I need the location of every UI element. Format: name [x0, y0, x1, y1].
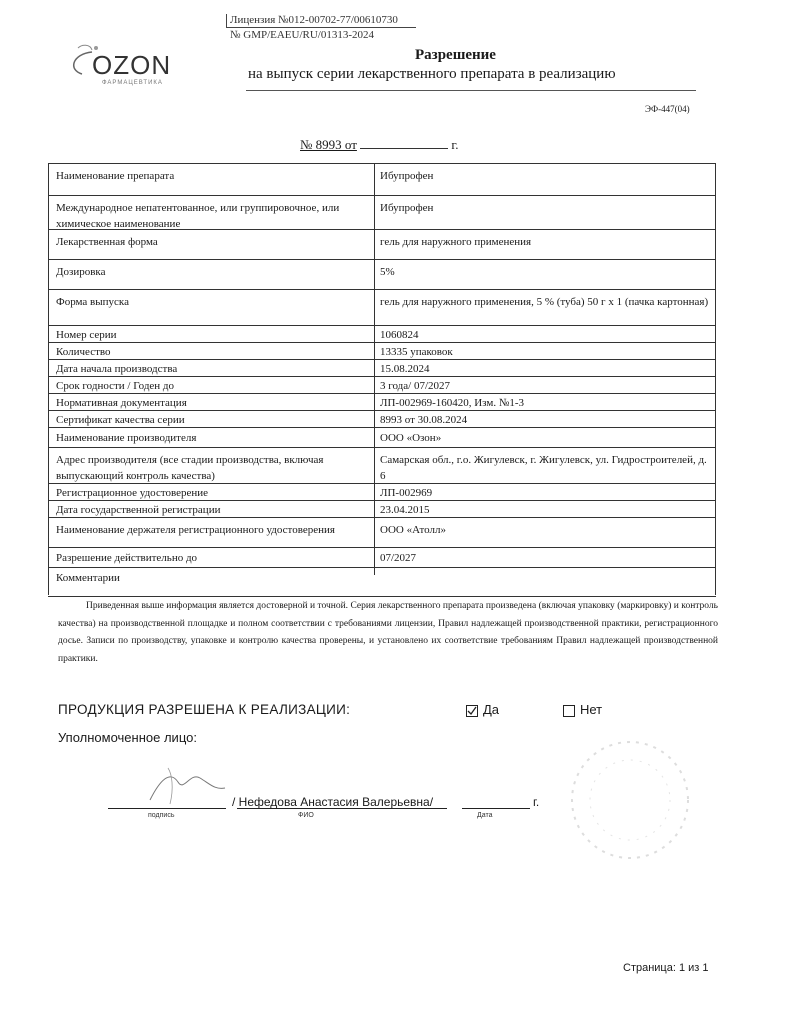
yes-label: Да — [483, 702, 500, 717]
signature-year-suffix: г. — [533, 795, 540, 809]
stamp-imprint — [555, 735, 705, 865]
row-label: Сертификат качества серии — [56, 414, 185, 426]
table-row — [48, 483, 716, 501]
table-row — [48, 195, 716, 232]
approval-yes-option[interactable] — [466, 702, 499, 717]
table-row — [48, 325, 716, 343]
permit-number: № 8993 от — [300, 137, 357, 152]
authorized-person-label: Уполномоченное лицо: — [58, 730, 197, 745]
row-value: 8993 от 30.08.2024 — [380, 414, 468, 426]
row-value: ЛП-002969 — [380, 487, 433, 499]
row-label: Срок годности / Годен до — [56, 380, 175, 392]
row-label: Адрес производителя (все стадии производства, включая выпускающий контроль качества) — [56, 454, 324, 482]
signatory-name: / Нефедова Анастасия Валерьевна/ — [232, 795, 434, 809]
row-value: 15.08.2024 — [380, 363, 430, 375]
row-value: 07/2027 — [380, 552, 417, 564]
row-value: Самарская обл., г.о. Жигулевск, г. Жигулевск, ул. Гидростроителей, д. 6 — [380, 454, 707, 482]
page-number: Страница: 1 из 1 — [623, 962, 709, 974]
table-row — [48, 259, 716, 290]
row-label: Дата государственной регистрации — [56, 504, 221, 516]
row-value: 23.04.2015 — [380, 504, 430, 516]
caption-date: Дата — [477, 812, 493, 819]
caption-signature: подпись — [148, 812, 175, 819]
row-label: Наименование производителя — [56, 432, 197, 444]
table-row — [48, 427, 716, 448]
form-code: ЭФ-447(04) — [645, 104, 690, 114]
license-number: Лицензия №012-00702-77/00610730 — [230, 14, 398, 26]
table-row — [48, 447, 716, 484]
table-row — [48, 342, 716, 360]
statement-paragraph: Приведенная выше информация является достоверной и точной. Серия лекарственного препарата произведена (включая упаковку (маркировку) и контроль качества) на производственной площадке и полном соответствии с требованиями лицензии, Правил надлежащей производственной практики, регистрационного досье. Записи по производству, упаковке и контролю качества проверены, и установлено их соответствие требованиям Правил надлежащей производственной практики. — [58, 601, 718, 664]
row-value: гель для наружного применения — [380, 236, 532, 248]
table-row — [48, 567, 716, 597]
row-label: Дата начала производства — [56, 363, 178, 375]
approval-label: ПРОДУКЦИЯ РАЗРЕШЕНА К РЕАЛИЗАЦИИ: — [58, 702, 351, 717]
yes-checkbox[interactable] — [466, 705, 478, 717]
document-subtitle: на выпуск серии лекарственного препарата в реализацию — [248, 66, 616, 82]
row-label: Дозировка — [56, 266, 106, 278]
row-value: 3 года/ 07/2027 — [380, 380, 451, 392]
row-label: Наименование препарата — [56, 170, 175, 182]
table-row — [48, 517, 716, 548]
row-label: Разрешение действительно до — [56, 552, 198, 564]
row-label: Форма выпуска — [56, 296, 129, 308]
logo-subtitle: ФАРМАЦЕВТИКА — [102, 80, 163, 86]
row-value: 13335 упаковок — [380, 346, 453, 358]
permit-number-line — [300, 137, 459, 153]
table-row — [48, 229, 716, 260]
signature-line — [108, 808, 226, 809]
no-label: Нет — [580, 702, 603, 717]
row-value: ООО «Атолл» — [380, 524, 446, 536]
row-value: 5% — [380, 266, 395, 278]
row-label: Регистрационное удостоверение — [56, 487, 209, 499]
table-row — [48, 289, 716, 326]
row-label: Номер серии — [56, 329, 117, 341]
gmp-number: № GMP/EAEU/RU/01313-2024 — [230, 29, 375, 41]
row-label: Международное непатентованное, или группировочное, или химическое наименование — [56, 202, 340, 230]
row-value: гель для наружного применения, 5 % (туба) 50 г х 1 (пачка картонная) — [380, 296, 709, 308]
row-value: 1060824 — [380, 329, 419, 341]
table-row — [48, 163, 716, 192]
handwritten-signature — [140, 760, 230, 810]
row-label: Нормативная документация — [56, 397, 187, 409]
row-label: Лекарственная форма — [56, 236, 158, 248]
caption-name: ФИО — [298, 812, 314, 819]
ozon-logo — [62, 40, 192, 90]
approval-no-option[interactable] — [563, 702, 602, 717]
table-row — [48, 376, 716, 394]
no-checkbox[interactable] — [563, 705, 575, 717]
row-value: ЛП-002969-160420, Изм. №1-3 — [380, 397, 524, 409]
name-underline — [237, 808, 447, 809]
checkmark-icon — [467, 706, 477, 716]
header-rule-vertical — [226, 14, 227, 28]
row-value: Ибупрофен — [380, 202, 434, 214]
header-rule — [226, 27, 416, 28]
row-label: Комментарии — [56, 572, 120, 584]
logo-text: OZON — [92, 50, 172, 80]
document-title: Разрешение — [415, 47, 496, 63]
date-line — [462, 808, 530, 809]
row-value: ООО «Озон» — [380, 432, 442, 444]
row-label: Количество — [56, 346, 111, 358]
row-label: Наименование держателя регистрационного удостоверения — [56, 524, 335, 536]
subtitle-rule — [246, 90, 696, 91]
table-row — [48, 393, 716, 411]
table-row — [48, 547, 716, 568]
table-row — [48, 410, 716, 428]
year-suffix: г. — [451, 137, 459, 152]
row-value: Ибупрофен — [380, 170, 434, 182]
table-row — [48, 359, 716, 377]
table-row — [48, 500, 716, 518]
date-blank — [360, 138, 448, 149]
